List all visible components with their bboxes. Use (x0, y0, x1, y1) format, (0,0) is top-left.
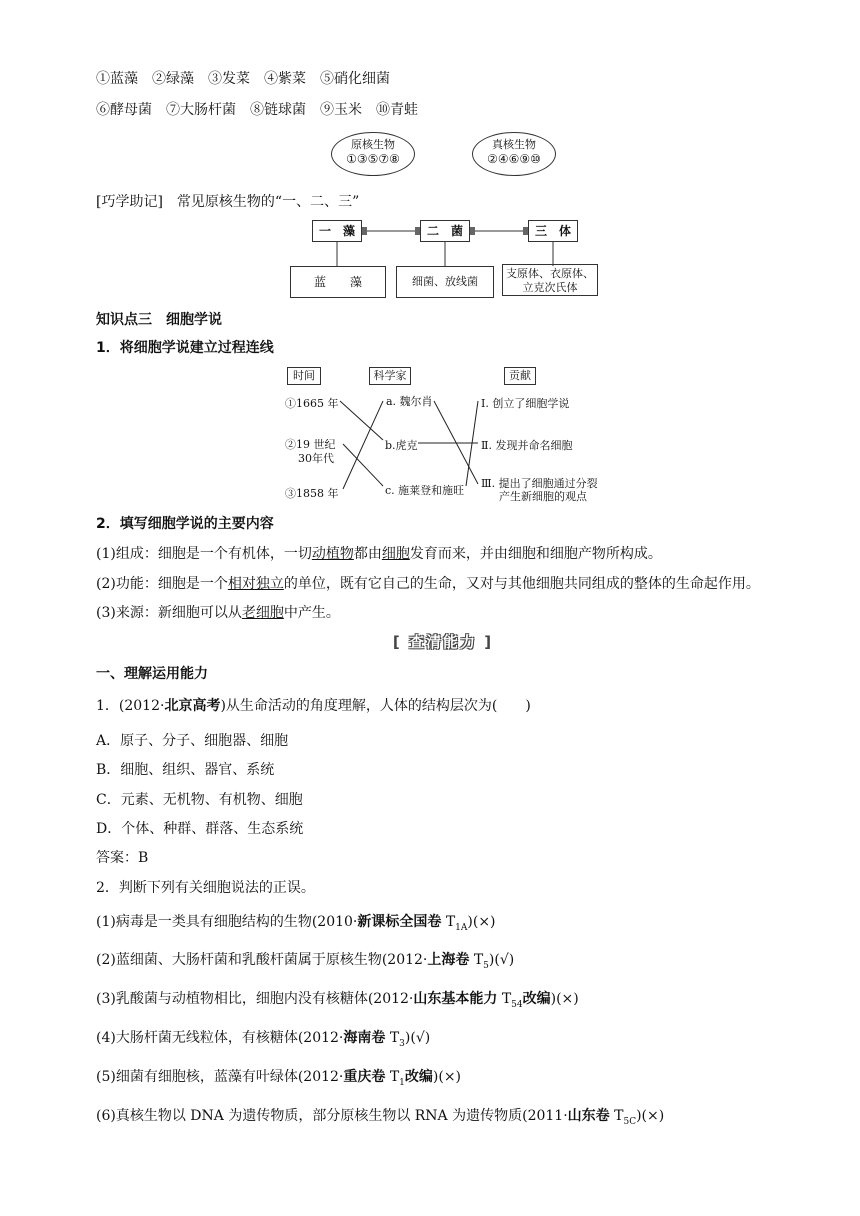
question-2-title: 2．填写细胞学说的主要内容 (96, 516, 274, 532)
judge-item-6-result: )(×) (636, 1108, 665, 1124)
judge-item-1-source: 新课标全国卷 (357, 914, 442, 930)
time-1665: ①1665 年 (285, 397, 339, 410)
eukaryote-items: ②④⑥⑨⑩ (487, 152, 541, 166)
part-1-title: 一、理解运用能力 (96, 666, 208, 682)
answer-relatively-independent: 相对独立 (227, 576, 284, 592)
judge-item-2-t: T (473, 952, 484, 968)
judge-item-2-result: )(√) (488, 952, 515, 968)
section-3-title: 知识点三 细胞学说 (96, 312, 222, 328)
banner-left-bracket: [ (392, 633, 402, 651)
scientist-virchow: a. 魏尔肖 (386, 395, 433, 408)
question-1-title: 1．将细胞学说建立过程连线 (96, 340, 274, 356)
composition-text-3: 发育而来，并由细胞和细胞产物所构成。 (409, 546, 662, 562)
judge-item-6-text: (6)真核生物以 DNA 为遗传物质，部分原核生物以 RNA 为遗传物质(2011· (96, 1108, 568, 1124)
mcq-stem-text: )从生命活动的角度理解，人体的结构层次为( ) (220, 698, 531, 714)
option-c: C．元素、无机物、有机物、细胞 (96, 792, 303, 808)
prokaryote-items: ①③⑤⑦⑧ (346, 152, 400, 166)
origin-text-2: 中产生。 (283, 605, 340, 621)
judge-item-3-sub: 54 (511, 999, 523, 1010)
mnemonic-two-bacteria: 二 菌 (420, 220, 470, 242)
mnemonic-two-content: 细菌、放线菌 (396, 266, 494, 298)
time-19th-century: ②19 世纪 (285, 438, 336, 451)
judge-item-3-source: 山东基本能力 (413, 991, 498, 1007)
judge-item-1-result: )(×) (467, 914, 496, 930)
answer-cells: 细胞 (381, 546, 410, 562)
answer-old-cells: 老细胞 (241, 605, 284, 621)
option-b: B．细胞、组织、器官、系统 (96, 762, 275, 778)
header-time: 时间 (287, 367, 321, 385)
mnemonic-one-content: 蓝 藻 (290, 266, 386, 298)
judge-item-6 (96, 1107, 664, 1131)
judge-item-2-source: 上海卷 (427, 952, 470, 968)
composition-text-2: 都由 (353, 546, 382, 562)
ability-banner (392, 630, 494, 654)
eukaryote-title: 真核生物 (492, 138, 536, 151)
judge-item-1-text: (1)病毒是一类具有细胞结构的生物(2010· (96, 914, 358, 930)
judge-item-5-adapted: 改编 (404, 1069, 433, 1085)
content-composition (96, 545, 662, 563)
judge-item-5-sub: 1 (399, 1077, 405, 1088)
matching-lines (0, 0, 860, 520)
judge-item-2-text: (2)蓝细菌、大肠杆菌和乳酸杆菌属于原核生物(2012· (96, 952, 428, 968)
mnemonic-one-algae: 一 藻 (312, 220, 362, 242)
judge-item-1 (96, 913, 496, 937)
option-d: D．个体、种群、群落、生态系统 (96, 821, 304, 837)
prokaryote-title: 原核生物 (351, 138, 395, 151)
judge-item-1-t: T (445, 914, 456, 930)
ability-banner-text: 查清能力 (408, 633, 477, 651)
contribution-2: Ⅱ. 发现并命名细胞 (481, 439, 573, 452)
judge-item-4-source: 海南卷 (343, 1030, 386, 1046)
judge-item-4 (96, 1029, 430, 1053)
function-text-1: (2)功能：细胞是一个 (96, 576, 228, 592)
judge-item-4-sub: 3 (399, 1038, 405, 1049)
judge-item-2-sub: 5 (483, 960, 489, 971)
judge-item-5-result: )(×) (432, 1069, 462, 1085)
mcq-source: 北京高考 (164, 698, 221, 714)
scientist-schleiden-schwann: c. 施莱登和施旺 (385, 484, 465, 497)
contribution-3-line-2: 产生新细胞的观点 (499, 490, 587, 503)
judge-title: 2．判断下列有关细胞说法的正误。 (96, 880, 315, 896)
option-a: A．原子、分子、细胞器、细胞 (96, 733, 289, 749)
answer-animals-plants: 动植物 (311, 546, 354, 562)
judge-item-3 (96, 990, 579, 1014)
contribution-3-line-1: Ⅲ. 提出了细胞通过分裂 (481, 477, 598, 490)
judge-item-3-t: T (501, 991, 512, 1007)
origin-text-1: (3)来源：新细胞可以从 (96, 605, 242, 621)
mcq-stem (96, 697, 531, 715)
judge-item-6-sub: 5C (623, 1116, 637, 1127)
scientist-hooke: b.虎克 (385, 439, 418, 452)
banner-right-bracket: ] (484, 633, 494, 651)
answer: 答案：B (96, 850, 149, 866)
time-1858: ③1858 年 (285, 487, 339, 500)
judge-item-3-text: (3)乳酸菌与动植物相比，细胞内没有核糖体(2012· (96, 991, 414, 1007)
memory-tip: [巧学助记] 常见原核生物的“一、二、三” (96, 194, 360, 210)
composition-text-1: (1)组成：细胞是一个有机体，一切 (96, 546, 312, 562)
mnemonic-three-content-line-2: 立克次氏体 (522, 281, 578, 294)
judge-item-2 (96, 951, 514, 975)
organism-list-line-1: ①蓝藻 ②绿藻 ③发菜 ④紫菜 ⑤硝化细菌 (96, 71, 390, 87)
judge-item-5 (96, 1068, 461, 1092)
judge-item-4-t: T (389, 1030, 400, 1046)
organism-list-line-2: ⑥酵母菌 ⑦大肠杆菌 ⑧链球菌 ⑨玉米 ⑩青蛙 (96, 102, 418, 118)
mcq-stem-prefix: 1．(2012· (96, 698, 165, 714)
judge-item-5-source: 重庆卷 (343, 1069, 386, 1085)
time-30s: 30年代 (298, 452, 334, 465)
judge-item-4-text: (4)大肠杆菌无线粒体，有核糖体(2012· (96, 1030, 344, 1046)
contribution-1: Ⅰ. 创立了细胞学说 (481, 397, 570, 410)
judge-item-3-result: )(×) (550, 991, 579, 1007)
mnemonic-three-content-line-1: 支原体、衣原体、 (506, 267, 594, 280)
judge-item-1-sub: 1A (455, 922, 468, 933)
judge-item-5-t: T (389, 1069, 400, 1085)
header-scientist: 科学家 (369, 367, 411, 385)
function-text-2: 的单位，既有它自己的生命，又对与其他细胞共同组成的整体的生命起作用。 (283, 576, 760, 592)
content-origin (96, 604, 340, 622)
header-contribution: 贡献 (504, 367, 536, 385)
judge-item-3-adapted: 改编 (522, 991, 551, 1007)
judge-item-6-t: T (614, 1108, 624, 1124)
judge-item-5-text: (5)细菌有细胞核，蓝藻有叶绿体(2012· (96, 1069, 344, 1085)
content-function (96, 575, 760, 593)
mnemonic-three-bodies: 三 体 (528, 220, 578, 242)
judge-item-4-result: )(√) (404, 1030, 431, 1046)
judge-item-6-source: 山东卷 (567, 1108, 610, 1124)
